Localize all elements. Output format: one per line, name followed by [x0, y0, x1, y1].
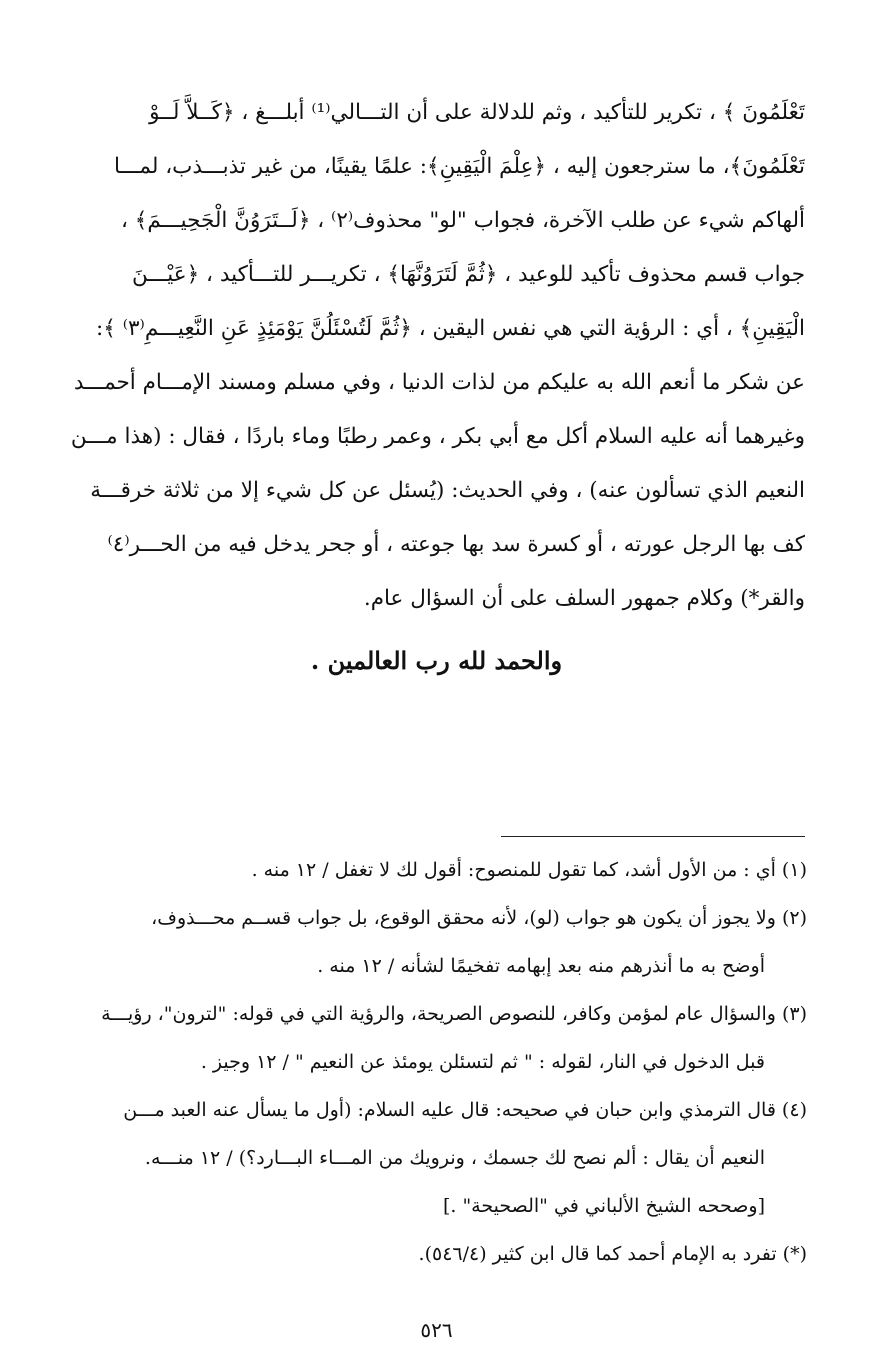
- main-line: عن شكر ما أنعم الله به عليكم من لذات الدنيا ، وفي مسلم ومسند الإمـــام أحمـــد: [73, 370, 805, 395]
- footnote-line: (٣) والسؤال عام لمؤمن وكافر، للنصوص الصريحة، والرؤية التي في قوله: "لترون"، رؤيـــة: [101, 1003, 807, 1025]
- main-line: تَعْلَمُونَ﴾، ما سترجعون إليه ، ﴿عِلْمَ الْيَقِينِ﴾: علمًا يقينًا، من غير تذبـــذب، لمـــا: [113, 154, 805, 179]
- footnote-line: (١) أي : من الأول أشد، كما تقول للمنصوح: أقول لك لا تغفل / ١٢ منه .: [251, 859, 807, 881]
- main-line: جواب قسم محذوف تأكيد للوعيد ، ﴿ثُمَّ لَتَرَوُنَّهَا﴾ ، تكريـــر للتـــأكيد ، ﴿عَيْـــنَ: [132, 262, 805, 287]
- footnote-line: (*) تفرد به الإمام أحمد كما قال ابن كثير (٥٤٦/٤).: [418, 1243, 807, 1265]
- page-number: ٥٢٦: [420, 1318, 453, 1342]
- footnote-separator: [501, 836, 805, 837]
- footnote-line: النعيم أن يقال : ألم نصح لك جسمك ، ونرويك من المـــاء البـــارد؟) / ١٢ منـــه.: [144, 1147, 765, 1169]
- footnotes: [66, 846, 807, 1278]
- footnote-line: قبل الدخول في النار، لقوله : " ثم لتسئلن يومئذ عن النعيم " / ١٢ وجيز .: [200, 1051, 765, 1073]
- footnote-line: [وصححه الشيخ الألباني في "الصحيحة" .]: [442, 1195, 765, 1217]
- footnote-line: (٤) قال الترمذي وابن حبان في صحيحه: قال عليه السلام: (أول ما يسأل عنه العبد مـــن: [123, 1099, 807, 1121]
- main-line: ألهاكم شيء عن طلب الآخرة، فجواب "لو" محذوف⁽٢⁾ ، ﴿لَــتَرَوُنَّ الْجَحِيـــمَ﴾ ،: [121, 208, 805, 233]
- closing-doxology: والحمد لله رب العالمين .: [310, 646, 563, 675]
- main-line: كف بها الرجل عورته ، أو كسرة سد بها جوعته ، أو جحر يدخل فيه من الحـــر⁽٤⁾: [107, 532, 805, 557]
- main-line: والقر*) وكلام جمهور السلف على أن السؤال عام.: [363, 586, 805, 611]
- main-line: النعيم الذي تسألون عنه) ، وفي الحديث: (يُسئل عن كل شيء إلا من ثلاثة خرقـــة: [90, 478, 805, 503]
- main-text: [66, 86, 805, 626]
- footnote-line: أوضح به ما أنذرهم منه بعد إبهامه تفخيمًا لشأنه / ١٢ منه .: [317, 955, 765, 977]
- main-line: الْيَقِينِ﴾ ، أي : الرؤية التي هي نفس اليقين ، ﴿ثُمَّ لَتُسْئَلُنَّ يَوْمَئِذٍ عَنِ النَّعِيـــمِ⁽٣⁾ ﴾:: [96, 316, 805, 341]
- footnote-line: (٢) ولا يجوز أن يكون هو جواب (لو)، لأنه محقق الوقوع، بل جواب قســم محـــذوف،: [151, 907, 807, 929]
- main-line: وغيرهما أنه عليه السلام أكل مع أبي بكر ، وعمر رطبًا وماء باردًا ، فقال : (هذا مـــن: [70, 424, 805, 449]
- main-line: تَعْلَمُونَ ﴾ ، تكرير للتأكيد ، وثم للدلالة على أن التـــالي⁽¹⁾ أبلـــغ ، ﴿كَــلاَّ لَــوْ: [149, 100, 805, 125]
